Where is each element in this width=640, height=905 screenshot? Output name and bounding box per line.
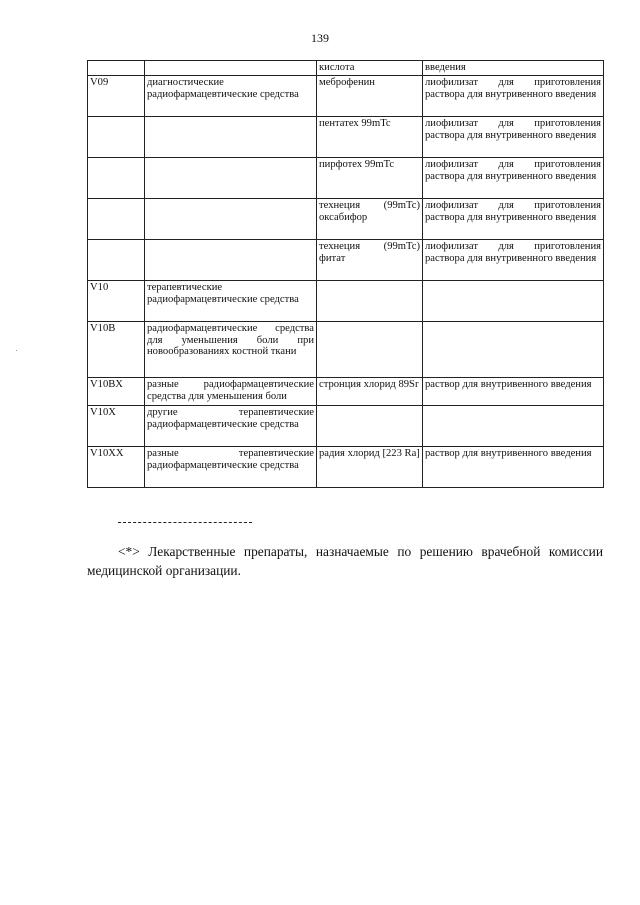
- dosage-form-cell: лиофилизат для приготовления раствора для внутривенного введения: [423, 239, 604, 280]
- table-row: [88, 116, 604, 157]
- atc-code-cell: V10: [88, 280, 145, 321]
- footnote-text: <*> Лекарственные препараты, назначаемые по решению врачебной комиссии медицинской организации.: [87, 544, 603, 578]
- substance-cell: технеция (99mTc) фитат: [317, 239, 423, 280]
- substance-cell: пирфотех 99mTc: [317, 157, 423, 198]
- table-row: [88, 446, 604, 487]
- group-name-cell: [145, 198, 317, 239]
- table-row: [88, 198, 604, 239]
- table-row: [88, 239, 604, 280]
- dosage-form-cell: введения: [423, 61, 604, 76]
- table-row: [88, 280, 604, 321]
- footnote-separator: [118, 522, 252, 523]
- dosage-form-cell: лиофилизат для приготовления раствора для внутривенного введения: [423, 75, 604, 116]
- group-name-cell: [145, 239, 317, 280]
- group-name-cell: [145, 61, 317, 76]
- substance-cell: кислота: [317, 61, 423, 76]
- dosage-form-cell: [423, 321, 604, 377]
- dosage-form-cell: [423, 405, 604, 446]
- group-name-cell: терапевтические радиофармацевтические средства: [145, 280, 317, 321]
- group-name-cell: [145, 116, 317, 157]
- atc-code-cell: [88, 239, 145, 280]
- dosage-form-cell: [423, 280, 604, 321]
- atc-code-cell: V10B: [88, 321, 145, 377]
- substance-cell: меброфенин: [317, 75, 423, 116]
- atc-code-cell: [88, 116, 145, 157]
- margin-mark: [16, 350, 17, 351]
- atc-code-cell: V10XX: [88, 446, 145, 487]
- atc-code-cell: V09: [88, 75, 145, 116]
- group-name-cell: разные терапевтические радиофармацевтические средства: [145, 446, 317, 487]
- group-name-cell: [145, 157, 317, 198]
- group-name-cell: радиофармацевтические средства для уменьшения боли при новообразованиях костной ткани: [145, 321, 317, 377]
- group-name-cell: диагностические радиофармацевтические средства: [145, 75, 317, 116]
- table-row: [88, 405, 604, 446]
- dosage-form-cell: лиофилизат для приготовления раствора для внутривенного введения: [423, 157, 604, 198]
- dosage-form-cell: лиофилизат для приготовления раствора для внутривенного введения: [423, 116, 604, 157]
- table-row: [88, 157, 604, 198]
- substance-cell: стронция хлорид 89Sr: [317, 377, 423, 405]
- substance-cell: [317, 321, 423, 377]
- group-name-cell: другие терапевтические радиофармацевтические средства: [145, 405, 317, 446]
- substance-cell: технеция (99mTc) оксабифор: [317, 198, 423, 239]
- group-name-cell: разные радиофармацевтические средства для уменьшения боли: [145, 377, 317, 405]
- atc-code-cell: V10X: [88, 405, 145, 446]
- dosage-form-cell: раствор для внутривенного введения: [423, 377, 604, 405]
- table-row: [88, 377, 604, 405]
- substance-cell: [317, 280, 423, 321]
- dosage-form-cell: раствор для внутривенного введения: [423, 446, 604, 487]
- substance-cell: пентатех 99mTc: [317, 116, 423, 157]
- medication-table: [87, 60, 604, 488]
- dosage-form-cell: лиофилизат для приготовления раствора для внутривенного введения: [423, 198, 604, 239]
- table-row: [88, 61, 604, 76]
- atc-code-cell: [88, 198, 145, 239]
- table-row: [88, 75, 604, 116]
- page-number: 139: [311, 31, 329, 45]
- atc-code-cell: [88, 157, 145, 198]
- substance-cell: [317, 405, 423, 446]
- table-row: [88, 321, 604, 377]
- substance-cell: радия хлорид [223 Ra]: [317, 446, 423, 487]
- atc-code-cell: V10BX: [88, 377, 145, 405]
- atc-code-cell: [88, 61, 145, 76]
